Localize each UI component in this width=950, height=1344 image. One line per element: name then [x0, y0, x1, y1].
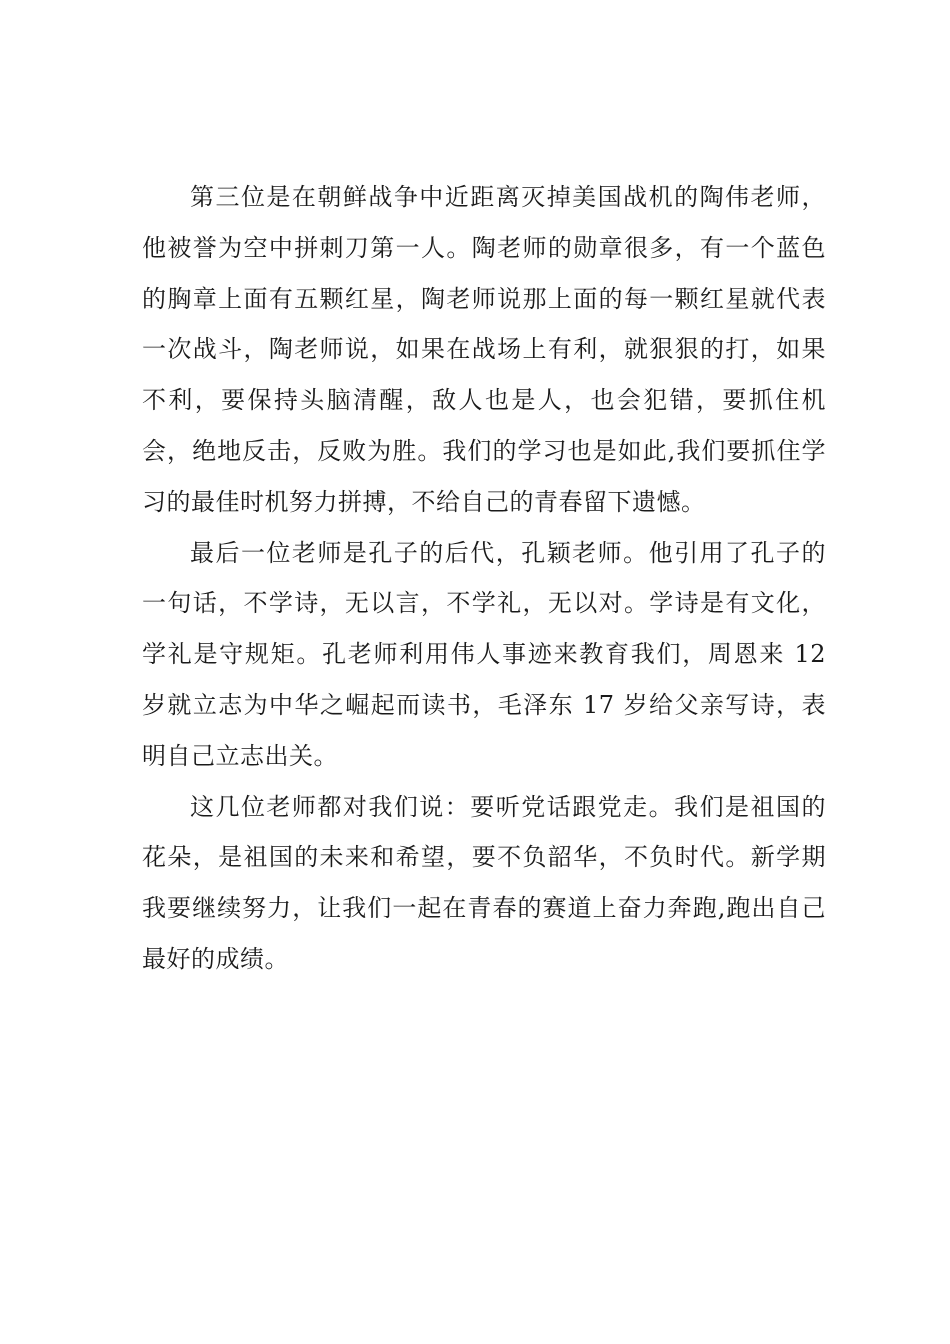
document-body [142, 172, 826, 985]
paragraph-conclusion: 这几位老师都对我们说：要听党话跟党走。我们是祖国的花朵，是祖国的未来和希望，要不负韶华，不负时代。新学期我要继续努力，让我们一起在青春的赛道上奋力奔跑,跑出自己最好的成绩。 [142, 792, 826, 973]
paragraph-third-teacher: 第三位是在朝鲜战争中近距离灭掉美国战机的陶伟老师，他被誉为空中拼刺刀第一人。陶老师的勋章很多，有一个蓝色的胸章上面有五颗红星，陶老师说那上面的每一颗红星就代表一次战斗，陶老师说，如果在战场上有利，就狠狠的打，如果不利，要保持头脑清醒，敌人也是人，也会犯错，要抓住机会，绝地反击，反败为胜。我们的学习也是如此,我们要抓住学习的最佳时机努力拼搏，不给自己的青春留下遗憾。 [142, 183, 826, 516]
paragraph-last-teacher: 最后一位老师是孔子的后代，孔颖老师。他引用了孔子的一句话，不学诗，无以言，不学礼，无以对。学诗是有文化，学礼是守规矩。孔老师利用伟人事迹来教育我们，周恩来 12 岁就立志为中华之崛起而读书，毛泽东 17 岁给父亲写诗，表明自己立志出关。 [142, 538, 826, 770]
